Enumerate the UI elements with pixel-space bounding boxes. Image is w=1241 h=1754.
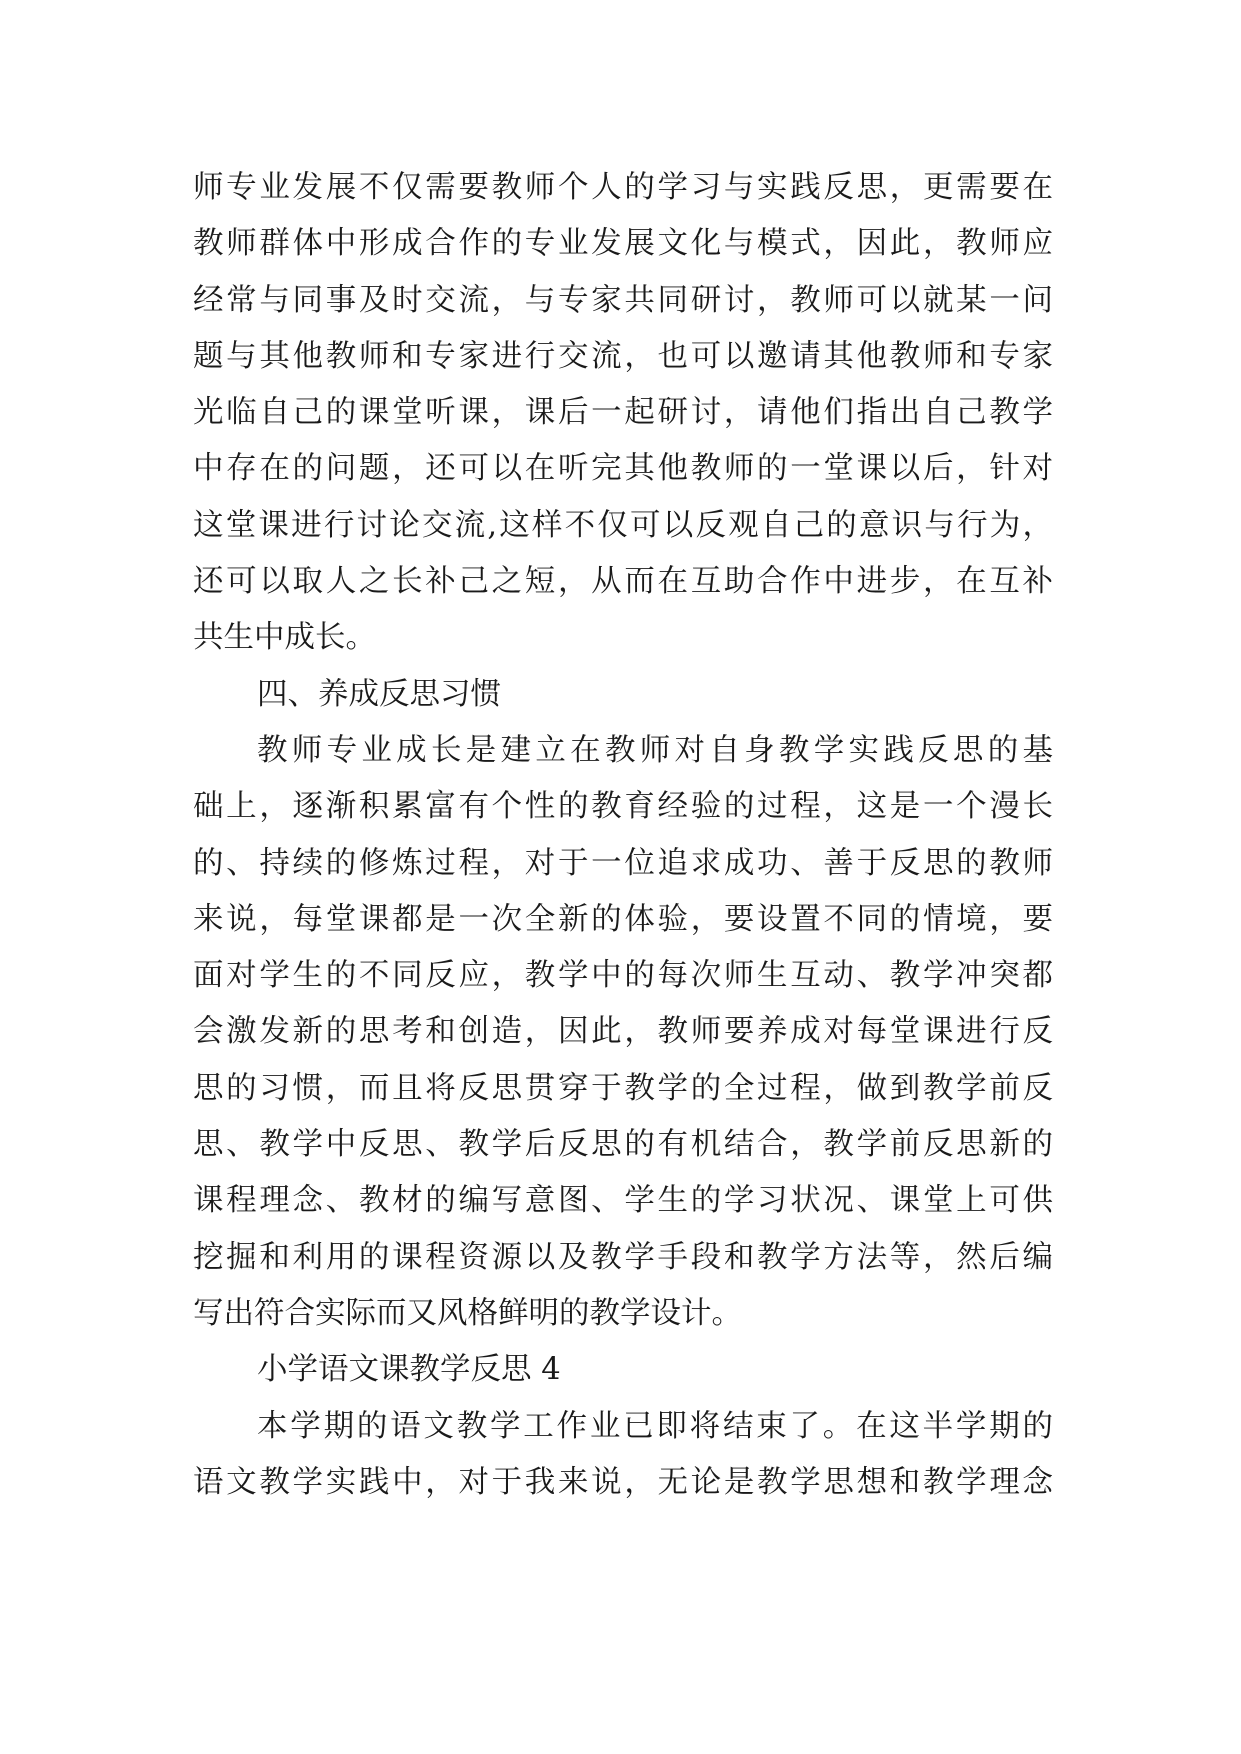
body-line: 还可以取人之长补己之短，从而在互助合作中进步，在互补 [193,564,1053,600]
body-line: 写出符合实际而又风格鲜明的教学设计。 [193,1295,742,1331]
paragraph-first-line: 教师专业成长是建立在教师对自身教学实践反思的基 [257,732,1053,768]
body-line: 的、持续的修炼过程，对于一位追求成功、善于反思的教师 [193,845,1053,881]
body-line: 思的习惯，而且将反思贯穿于教学的全过程，做到教学前反 [193,1070,1053,1106]
paragraph-first-line: 本学期的语文教学工作业已即将结束了。在这半学期的 [257,1408,1053,1444]
body-line: 础上，逐渐积累富有个性的教育经验的过程，这是一个漫长 [193,789,1053,825]
body-line: 教师群体中形成合作的专业发展文化与模式，因此，教师应 [193,226,1053,262]
body-line: 这堂课进行讨论交流,这样不仅可以反观自己的意识与行为， [193,507,1053,543]
body-line: 共生中成长。 [193,620,376,656]
body-line: 思、教学中反思、教学后反思的有机结合，教学前反思新的 [193,1127,1053,1163]
section-heading: 四、养成反思习惯 [257,676,501,712]
document-body [193,160,1053,1511]
body-line: 光临自己的课堂听课，课后一起研讨，请他们指出自己教学 [193,395,1053,431]
body-line: 师专业发展不仅需要教师个人的学习与实践反思，更需要在 [193,170,1053,205]
body-line: 挖掘和利用的课程资源以及教学手段和教学方法等，然后编 [193,1239,1053,1275]
body-line: 中存在的问题，还可以在听完其他教师的一堂课以后，针对 [193,451,1053,487]
body-line: 面对学生的不同反应，教学中的每次师生互动、教学冲突都 [193,958,1053,994]
body-line: 来说，每堂课都是一次全新的体验，要设置不同的情境，要 [193,901,1053,937]
article-title: 小学语文课教学反思 4 [257,1352,561,1388]
body-line: 语文教学实践中，对于我来说，无论是教学思想和教学理念 [193,1464,1053,1500]
body-line: 课程理念、教材的编写意图、学生的学习状况、课堂上可供 [193,1183,1053,1219]
body-line: 会激发新的思考和创造，因此，教师要养成对每堂课进行反 [193,1014,1053,1050]
body-line: 经常与同事及时交流，与专家共同研讨，教师可以就某一问 [193,282,1053,318]
body-line: 题与其他教师和专家进行交流，也可以邀请其他教师和专家 [193,338,1053,374]
